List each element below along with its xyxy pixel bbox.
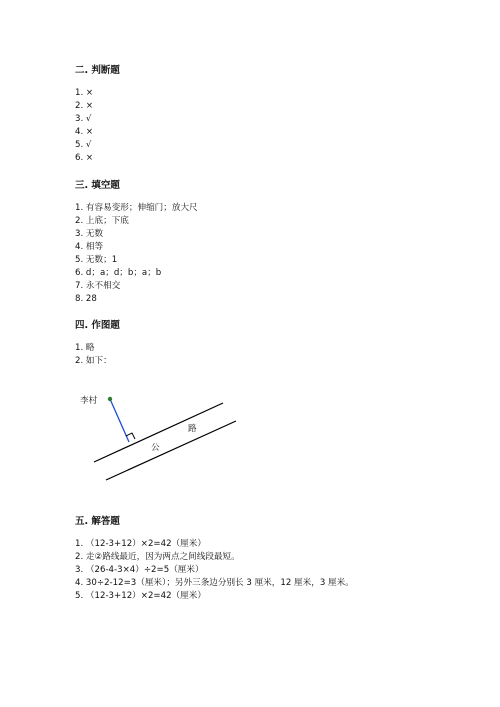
- solve-answer-4: 4. 30÷2-12=3（厘米）；另外三条边分别长 3 厘米，12 厘米，3 厘米。: [75, 578, 354, 588]
- road-upper-line: [94, 403, 223, 462]
- public-label: 公: [151, 443, 160, 453]
- section-title-judge: 二. 判断题: [75, 65, 120, 76]
- section-title-draw: 四. 作图题: [75, 320, 120, 331]
- fill-answer-4: 4. 相等: [75, 242, 104, 252]
- judge-answer-6: 6. ×: [75, 153, 94, 163]
- solve-answer-1: 1. （12-3+12）×2=42（厘米）: [75, 539, 206, 549]
- road-label: 路: [188, 424, 197, 434]
- judge-answer-3: 3. √: [75, 114, 92, 124]
- fill-answer-6: 6. d；a；d；b；a；b: [75, 268, 162, 278]
- judge-answer-5: 5. √: [75, 140, 92, 150]
- judge-answer-2: 2. ×: [75, 101, 94, 111]
- fill-answer-7: 7. 永不相交: [75, 281, 121, 291]
- village-point: [108, 397, 112, 401]
- fill-answer-8: 8. 28: [75, 294, 97, 304]
- village-label: 李村: [80, 396, 98, 406]
- draw-answer-2: 2. 如下：: [75, 356, 112, 366]
- solve-answer-2: 2. 走②路线最近，因为两点之间线段最短。: [75, 552, 240, 562]
- draw-answer-1: 1. 略: [75, 343, 95, 353]
- road-lower-line: [106, 421, 236, 480]
- fill-answer-2: 2. 上底；下底: [75, 216, 129, 226]
- judge-answer-4: 4. ×: [75, 127, 94, 137]
- solve-answer-5: 5. （12-3+12）×2=42（厘米）: [75, 591, 206, 601]
- judge-answer-1: 1. ×: [75, 88, 94, 98]
- fill-answer-1: 1. 有容易变形；伸缩门；放大尺: [75, 203, 198, 213]
- section-title-solve: 五. 解答题: [75, 516, 120, 527]
- solve-answer-3: 3. （26-4-3×4）÷2=5（厘米）: [75, 565, 204, 575]
- fill-answer-5: 5. 无数；1: [75, 255, 118, 265]
- fill-answer-3: 3. 无数: [75, 229, 104, 239]
- section-title-fill: 三. 填空题: [75, 180, 120, 191]
